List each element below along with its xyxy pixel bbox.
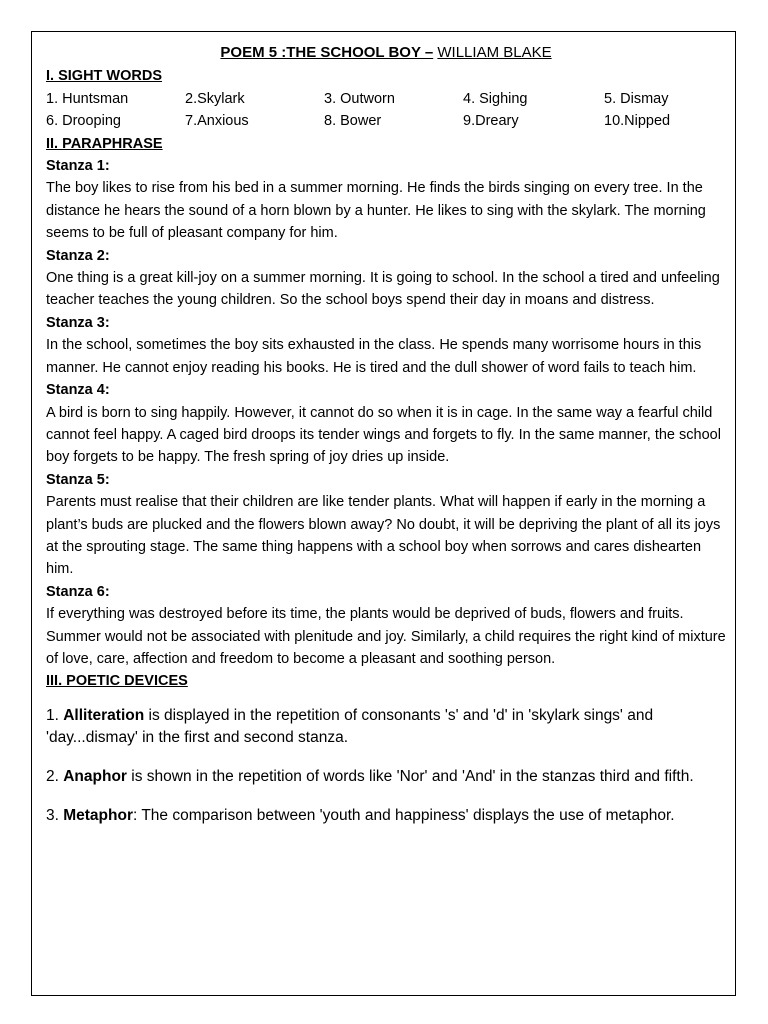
page-title [46, 42, 726, 64]
sight-words-heading: I. SIGHT WORDS [46, 68, 162, 85]
stanza-2-label: Stanza 2: [46, 247, 110, 264]
sight-words-row-1 [46, 88, 726, 110]
stanza-2-text: One thing is a great kill-joy on a summer morning. It is going to school. In the school a tired and unfeeling teacher teaches the young children. So the school boys spend their day in moans and distress. [46, 270, 720, 309]
device-description: is shown in the repetition of words like 'Nor' and 'And' in the stanzas third and fifth. [126, 767, 694, 785]
stanza-3-label: Stanza 3: [46, 314, 110, 331]
paraphrase-heading: II. PARAPHRASE [46, 135, 163, 152]
sight-word: 1. Huntsman [46, 90, 129, 107]
stanza-5-text: Parents must realise that their children are like tender plants. What will happen if early in the morning a plant’s buds are plucked and the flowers blown away? No doubt, it will be depriving the plant of all its joys at the sprouting stage. The same thing happens with a school boy when sorrows and cares dishearten him. [46, 494, 721, 578]
sight-word: 5. Dismay [604, 90, 669, 107]
device-metaphor [46, 805, 726, 827]
poem-title: POEM 5 :THE SCHOOL BOY – [220, 44, 434, 61]
stanza-6-text: If everything was destroyed before its time, the plants would be deprived of buds, flowers and fruits. Summer would not be associated with plenitude and joy. Similarly, a child requires the right kind of mixture of love, care, affection and freedom to become a pleasant and soothing person. [46, 606, 726, 667]
stanza-1-text: The boy likes to rise from his bed in a summer morning. He finds the birds singing on every tree. In the distance he hears the sound of a horn blown by a hunter. He likes to sing with the skylark. The morning seems to be full of pleasant company for him. [46, 180, 706, 242]
sight-word: 10.Nipped [604, 113, 671, 130]
device-term: Metaphor [63, 806, 133, 824]
sight-words-row-2 [46, 110, 726, 132]
device-anaphor [46, 766, 726, 788]
stanza-3-text: In the school, sometimes the boy sits exhausted in the class. He spends many worrisome hours in this manner. He cannot enjoy reading his books. He is tired and the dull shower of word fails to teach him. [46, 337, 702, 376]
sight-word: 2.Skylark [185, 90, 245, 107]
stanza-6-label: Stanza 6: [46, 583, 110, 600]
device-number: 3. [46, 806, 64, 824]
device-term: Anaphor [63, 767, 127, 785]
poetic-devices-heading: III. POETIC DEVICES [46, 673, 188, 690]
device-number: 2. [46, 767, 64, 785]
sight-word: 6. Drooping [46, 113, 121, 130]
stanza-4-text: A bird is born to sing happily. However, it cannot do so when it is in cage. In the same way a fearful child cannot feel happy. A caged bird droops its tender wings and forgets to fly. In the same manner, the school boy forgets to be happy. The fresh spring of joy dries up inside. [46, 404, 721, 466]
poem-author: WILLIAM BLAKE [437, 44, 552, 61]
stanza-1-label: Stanza 1: [46, 158, 110, 175]
device-description: is displayed in the repetition of consonants 's' and 'd' in 'skylark sings' and 'day...dismay' in the first and second stanza. [46, 706, 654, 746]
stanza-4-label: Stanza 4: [46, 382, 110, 399]
document-body [46, 42, 726, 844]
sight-word: 9.Dreary [463, 113, 519, 130]
stanza-5-label: Stanza 5: [46, 471, 110, 488]
poetic-devices-list [46, 705, 726, 827]
sight-word: 3. Outworn [324, 90, 395, 107]
device-number: 1. [46, 706, 64, 724]
sight-word: 7.Anxious [185, 113, 249, 130]
device-term: Alliteration [63, 706, 145, 724]
device-description: : The comparison between 'youth and happiness' displays the use of metaphor. [132, 806, 675, 824]
device-alliteration [46, 705, 726, 749]
sight-word: 8. Bower [324, 113, 382, 130]
sight-word: 4. Sighing [463, 90, 528, 107]
